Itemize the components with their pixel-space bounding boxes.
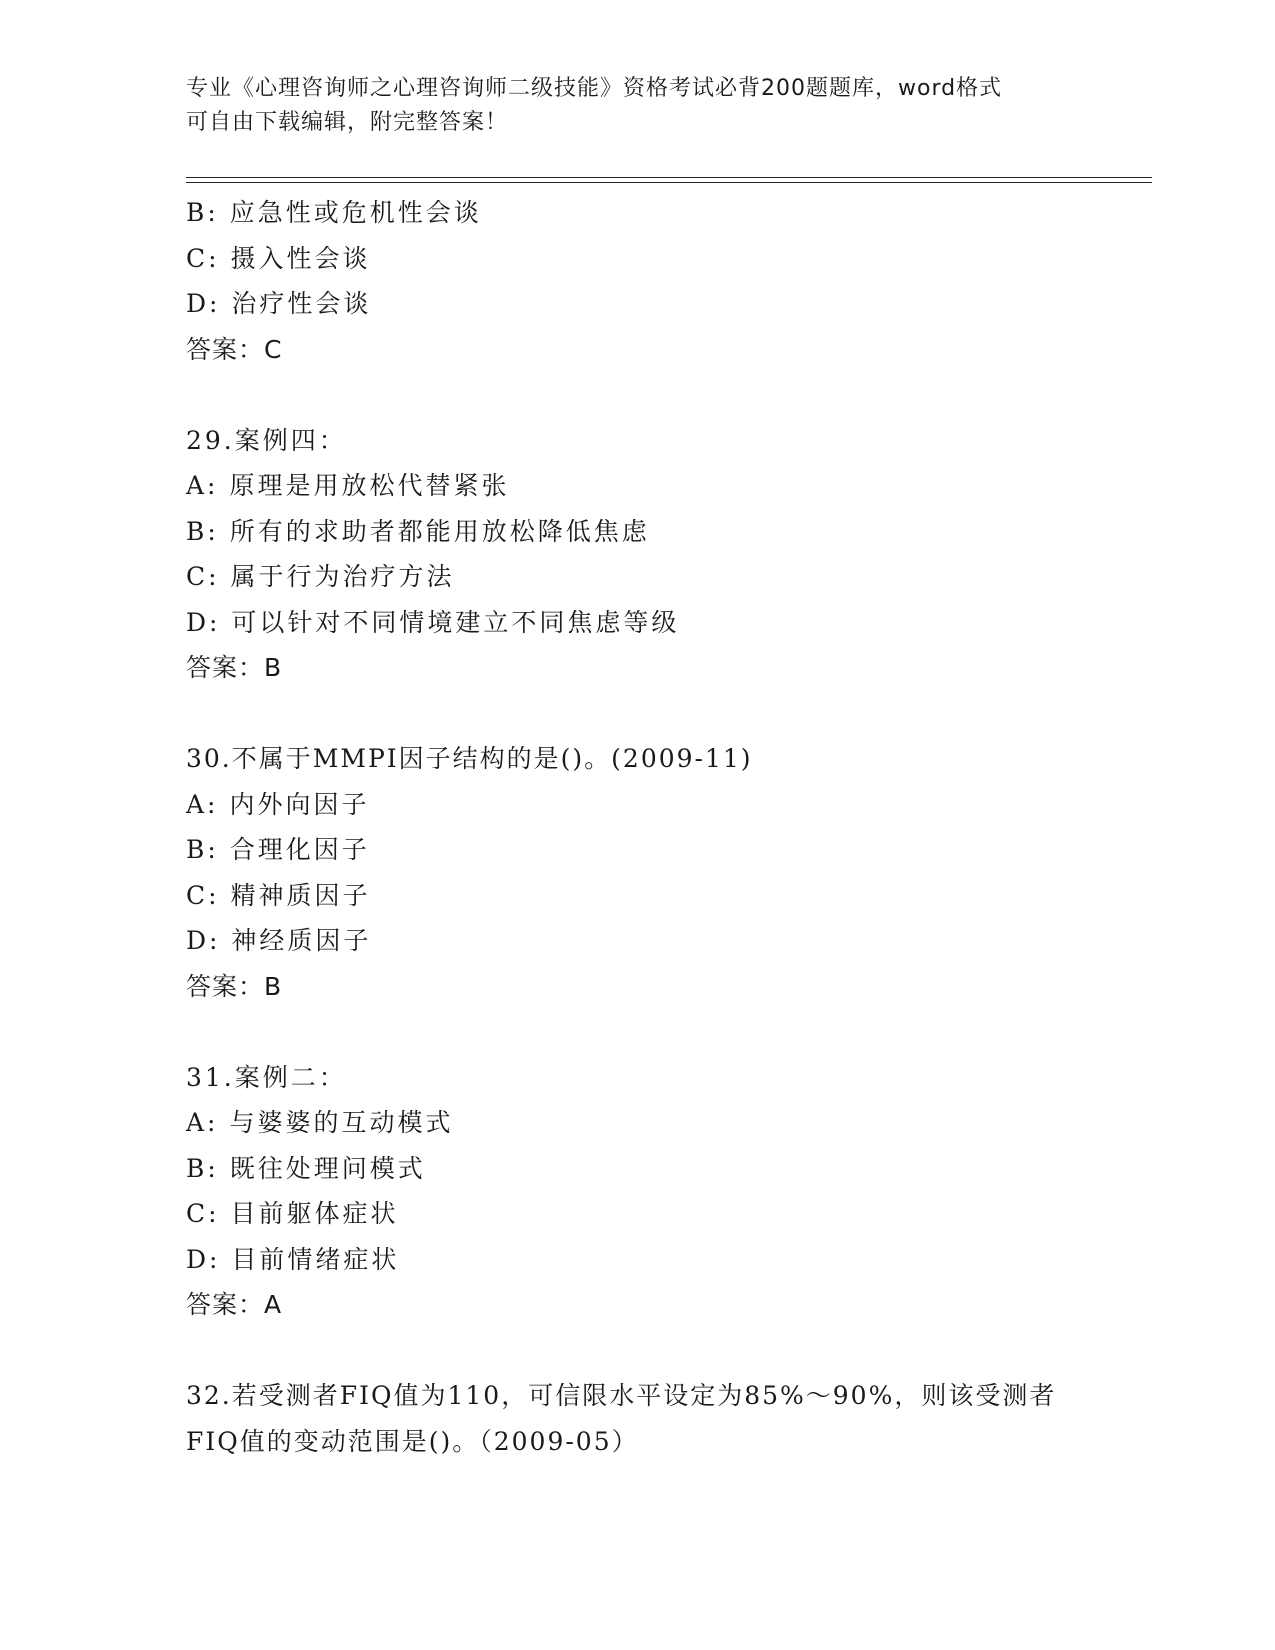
header-line-1: 专业《心理咨询师之心理咨询师二级技能》资格考试必背200题题库，word格式 <box>186 76 1003 101</box>
document-header <box>186 72 1086 140</box>
question-stem: 30.不属于MMPI因子结构的是()。(2009-11) <box>186 744 753 773</box>
option-b: B: 合理化因子 <box>186 835 370 864</box>
answer: 答案：A <box>186 1290 283 1319</box>
answer: 答案：B <box>186 971 283 1001</box>
option-b: B: 既往处理问模式 <box>186 1153 426 1183</box>
question-stem: 29.案例四： <box>186 425 347 455</box>
question-30 <box>186 736 1106 1009</box>
answer: 答案：C <box>186 334 283 364</box>
option-a: A: 内外向因子 <box>186 789 370 819</box>
question-28-continued <box>186 190 1106 372</box>
header-rule-bottom <box>186 182 1152 183</box>
option-b: B: 应急性或危机性会谈 <box>186 198 482 227</box>
option-d: D: 神经质因子 <box>186 926 372 955</box>
question-stem-line-2: FIQ值的变动范围是()。（2009-05） <box>186 1426 639 1456</box>
option-c: C: 属于行为治疗方法 <box>186 562 455 591</box>
option-d: D: 目前情绪症状 <box>186 1244 400 1274</box>
question-list <box>186 190 1106 1464</box>
option-b: B: 所有的求助者都能用放松降低焦虑 <box>186 516 650 546</box>
option-d: D: 可以针对不同情境建立不同焦虑等级 <box>186 607 680 637</box>
answer: 答案：B <box>186 653 283 682</box>
option-a: A: 原理是用放松代替紧张 <box>186 471 510 500</box>
question-29 <box>186 418 1106 691</box>
question-32 <box>186 1373 1106 1464</box>
option-c: C: 摄入性会谈 <box>186 243 371 273</box>
option-c: C: 精神质因子 <box>186 880 371 910</box>
header-rule-top <box>186 177 1152 178</box>
option-a: A: 与婆婆的互动模式 <box>186 1108 454 1137</box>
question-31 <box>186 1055 1106 1328</box>
question-stem: 31.案例二： <box>186 1062 347 1092</box>
option-d: D: 治疗性会谈 <box>186 289 372 318</box>
option-c: C: 目前躯体症状 <box>186 1199 399 1228</box>
header-line-2: 可自由下载编辑，附完整答案！ <box>186 110 509 135</box>
question-stem-line-1: 32.若受测者FIQ值为110，可信限水平设定为85%～90%，则该受测者 <box>186 1381 1057 1410</box>
